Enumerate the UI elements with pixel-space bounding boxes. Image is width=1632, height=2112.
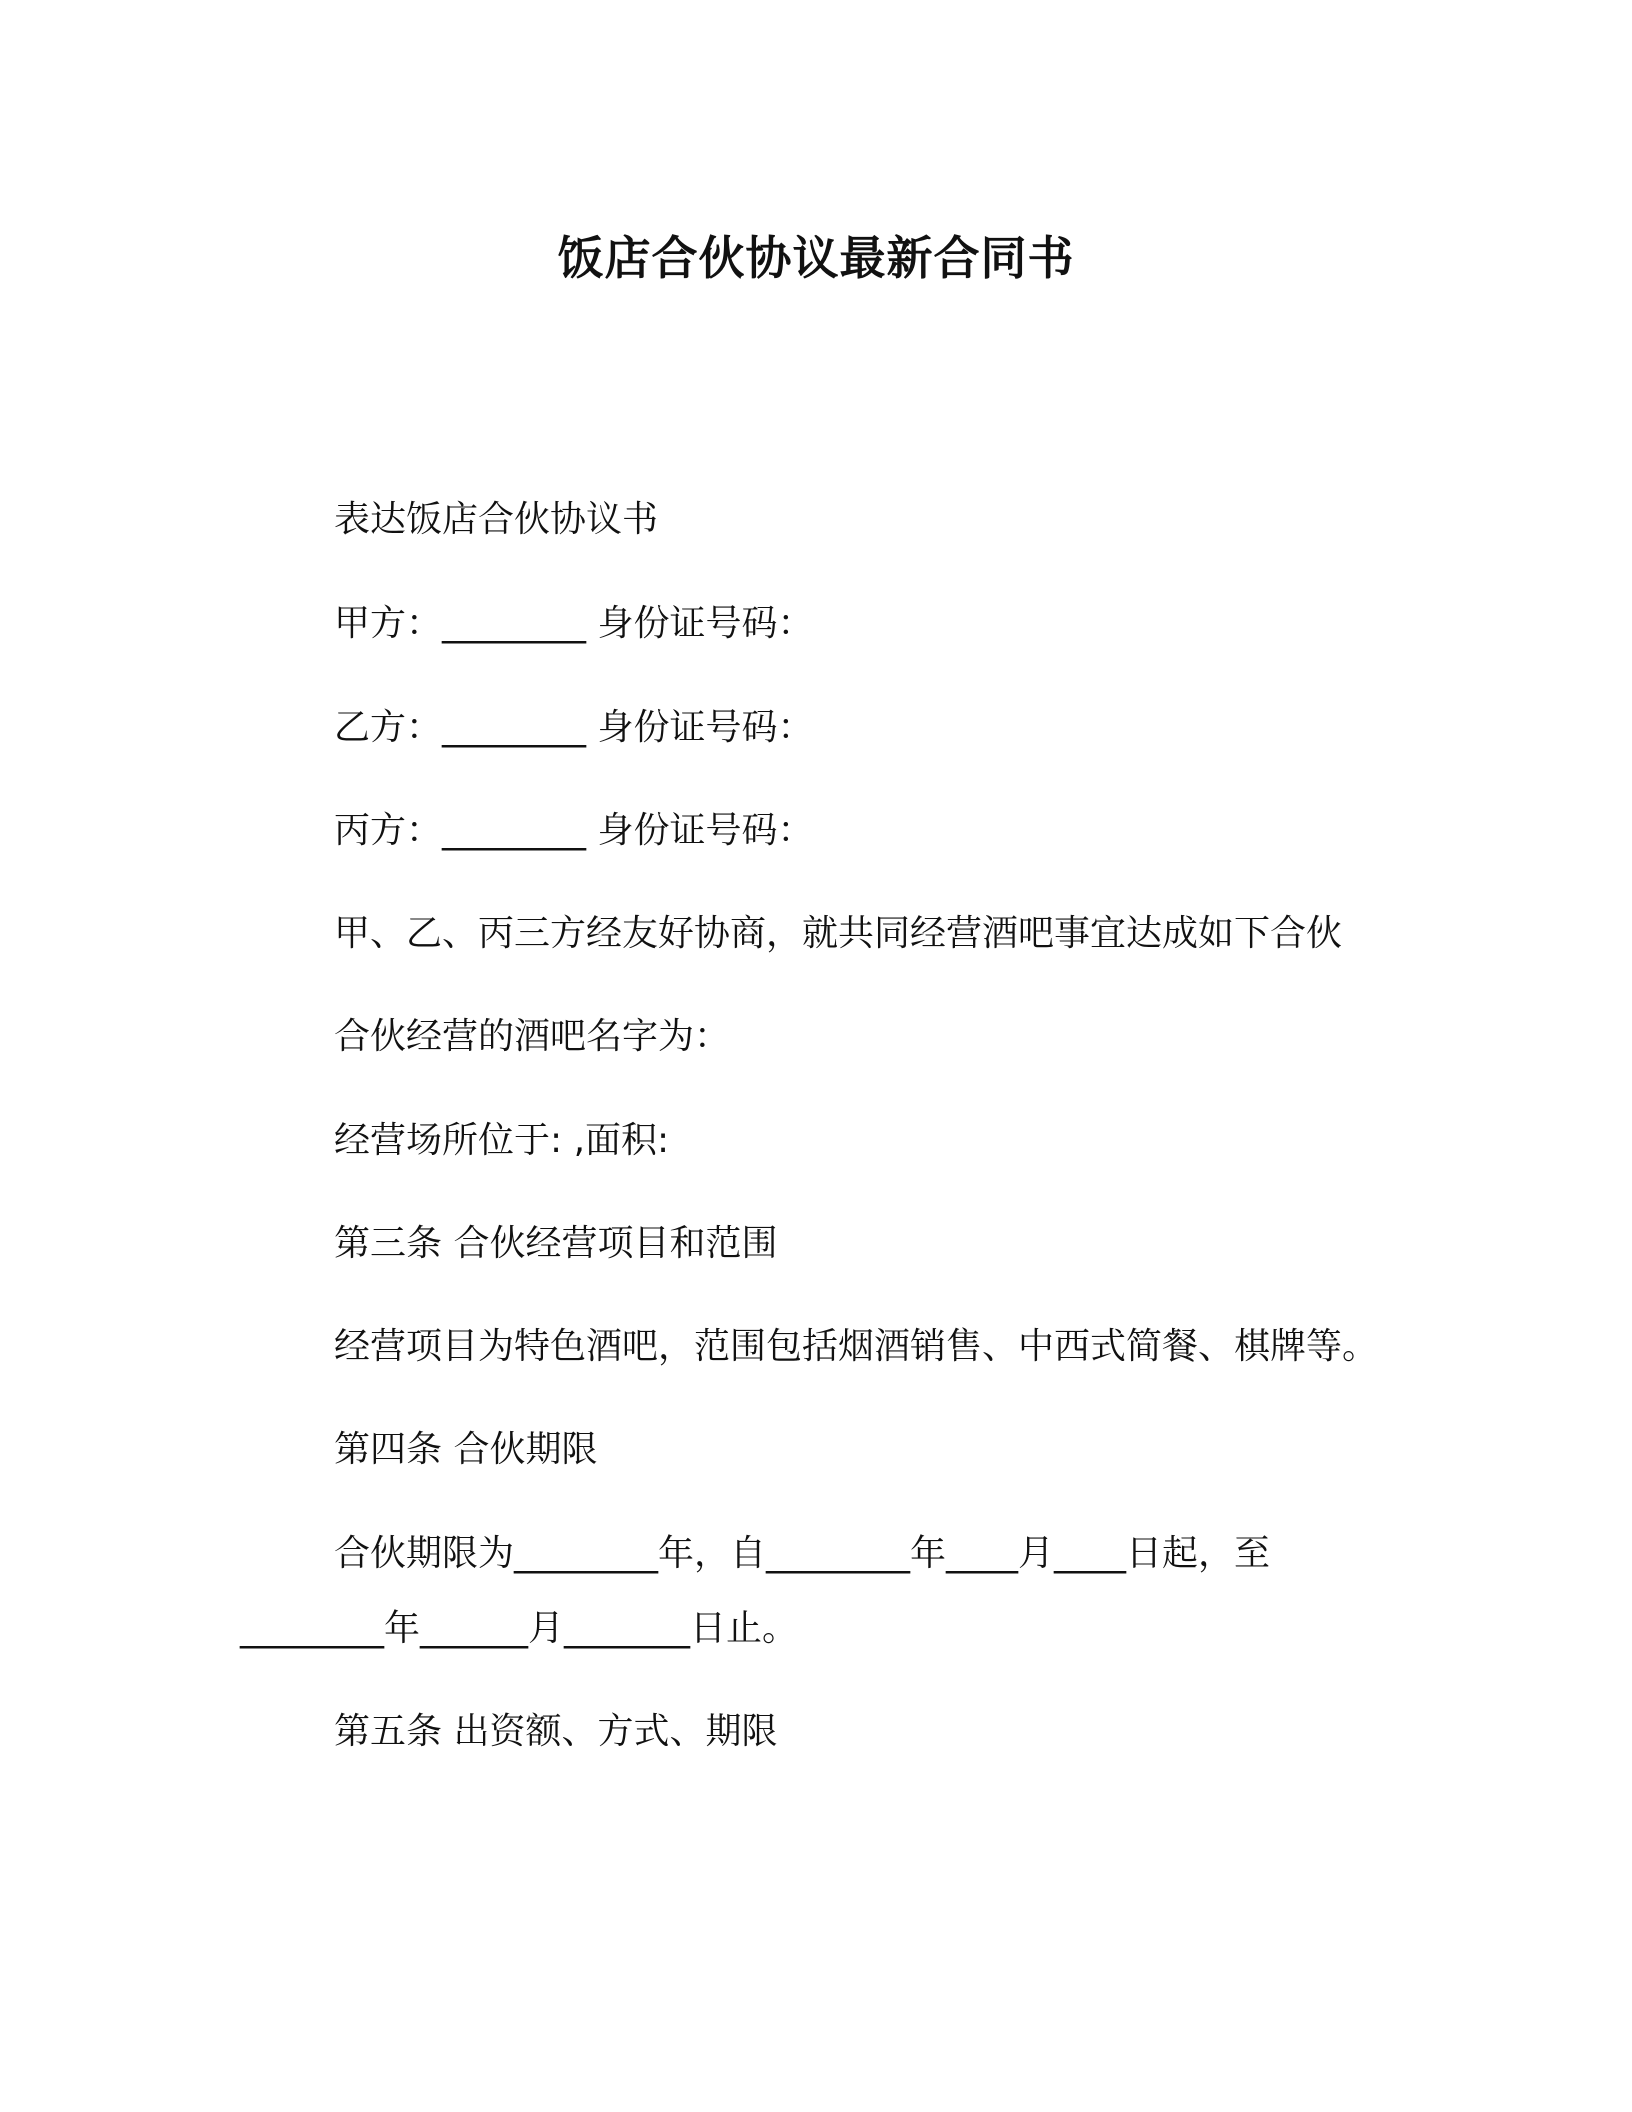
term-line-2: ________年______月_______日止。 [240,1608,799,1649]
party-c-line: 丙方：________ 身份证号码： [334,810,814,851]
party-a-line: 甲方：________ 身份证号码： [334,603,814,644]
article-4-heading: 第四条 合伙期限 [334,1429,598,1470]
term-line-1: 合伙期限为________年，自________年____月____日起，至 [334,1533,1271,1574]
subtitle-line: 表达饭店合伙协议书 [334,499,659,540]
party-b-line: 乙方：________ 身份证号码： [334,707,814,748]
article-3-heading: 第三条 合伙经营项目和范围 [334,1223,778,1264]
location-line: 经营场所位于: ,面积: [334,1120,670,1161]
bar-name-line: 合伙经营的酒吧名字为： [334,1016,731,1057]
agreement-intro-line: 甲、乙、丙三方经友好协商，就共同经营酒吧事宜达成如下合伙 [334,913,1343,954]
article-5-heading: 第五条 出资额、方式、期限 [334,1711,778,1752]
document-title: 饭店合伙协议最新合同书 [557,231,1075,285]
business-scope-line: 经营项目为特色酒吧，范围包括烟酒销售、中西式简餐、棋牌等。 [334,1326,1379,1367]
